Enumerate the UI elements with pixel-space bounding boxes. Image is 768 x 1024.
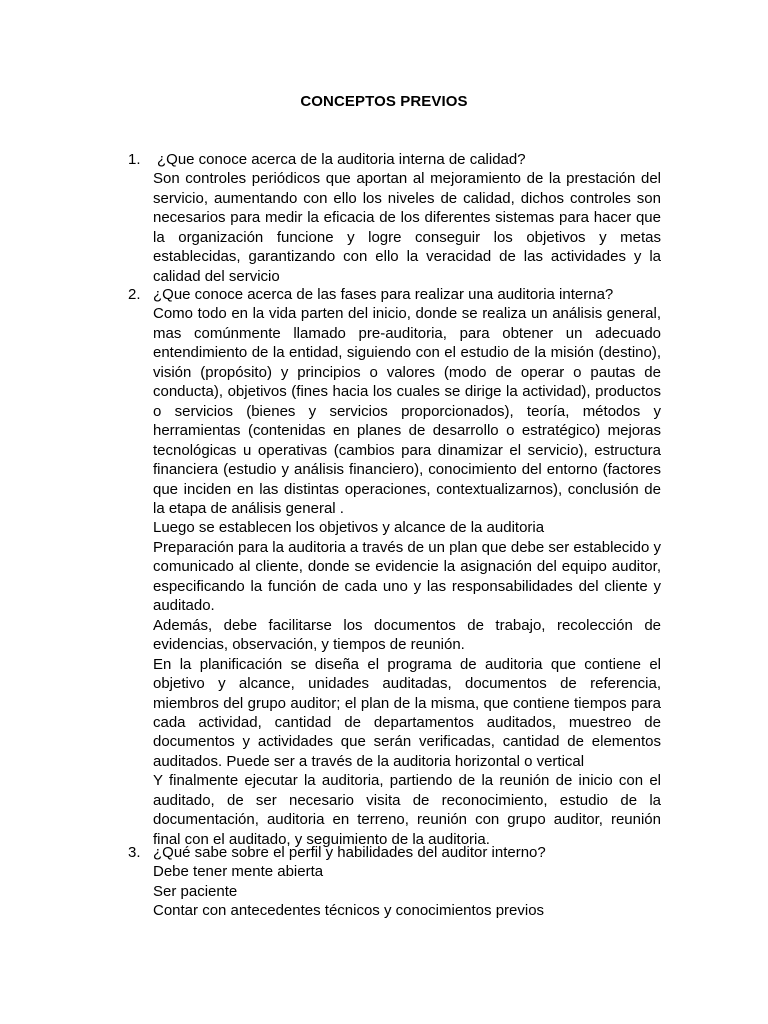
item-content xyxy=(153,150,661,286)
item-paragraph: Debe tener mente abierta xyxy=(153,863,324,881)
item-paragraph: Y finalmente ejecutar la auditoria, partiendo de la reunión de inicio con el auditado, de ser necesario visita de reconocimiento, estudio de la documentación, auditoria en terreno, reunión con grupo auditor, reunión final con el auditado, y seguimiento de la auditoria. xyxy=(153,772,661,848)
item-number: 3. xyxy=(128,844,141,861)
list-item xyxy=(128,150,661,286)
item-paragraph: Ser paciente xyxy=(153,882,238,900)
item-paragraph: Luego se establecen los objetivos y alcance de la auditoria xyxy=(153,519,545,537)
item-paragraph: Contar con antecedentes técnicos y conocimientos previos xyxy=(153,902,545,920)
item-paragraph: En la planificación se diseña el programa de auditoria que contiene el objetivo y alcance, unidades auditadas, documentos de referencia, miembros del grupo auditor; el plan de la misma, que contiene tiempos para cada actividad, cantidad de departamentos auditados, muestreo de documentos y actividades que serán verificadas, cantidad de elementos auditados. Puede ser a través de la auditoria horizontal o vertical xyxy=(153,655,661,770)
item-number: 2. xyxy=(128,286,141,303)
list-item xyxy=(128,843,661,921)
item-question: ¿Que conoce acerca de la auditoria interna de calidad? xyxy=(157,151,526,168)
item-number: 1. xyxy=(128,151,141,168)
item-content xyxy=(153,285,661,849)
page-title: CONCEPTOS PREVIOS xyxy=(300,93,468,110)
item-question: ¿Que conoce acerca de las fases para realizar una auditoria interna? xyxy=(153,286,614,303)
item-paragraph: Son controles periódicos que aportan al mejoramiento de la prestación del servicio, aumentando con ello los niveles de calidad, dichos controles son necesarios para medir la eficacia de los diferentes sistemas para hacer que la organización funcione y logre conseguir los objetivos y metas establecidas, garantizando con ello la veracidad de las actividades y la calidad del servicio xyxy=(153,170,661,285)
item-paragraph: Preparación para la auditoria a través de un plan que debe ser establecido y comunicado al cliente, donde se evidencie la asignación del equipo auditor, especificando la función de cada uno y las responsabilidades del cliente y auditado. xyxy=(153,538,661,615)
item-question: ¿Qué sabe sobre el perfil y habilidades del auditor interno? xyxy=(153,844,546,861)
item-paragraph: Como todo en la vida parten del inicio, donde se realiza un análisis general, mas comúnmente llamado pre-auditoria, para obtener un adecuado entendimiento de la entidad, siguiendo con el estudio de la misión (destino), visión (propósito) y principios o valores (modo de operar o pautas de conducta), objetivos (fines hacia los cuales se dirige la actividad), productos o servicios (bienes y servicios proporcionados), teoría, métodos y herramientas (contenidas en planes de desarrollo o estratégico) mejoras tecnológicas u operativas (cambios para dinamizar el servicio), estructura financiera (estudio y análisis financiero), conocimiento del entorno (factores que inciden en las distintas operaciones, contextualizarnos), conclusión de la etapa de análisis general . xyxy=(153,305,661,517)
list-item xyxy=(128,285,661,849)
item-paragraph: Además, debe facilitarse los documentos de trabajo, recolección de evidencias, observación, y tiempos de reunión. xyxy=(153,616,661,654)
item-content xyxy=(153,843,661,921)
